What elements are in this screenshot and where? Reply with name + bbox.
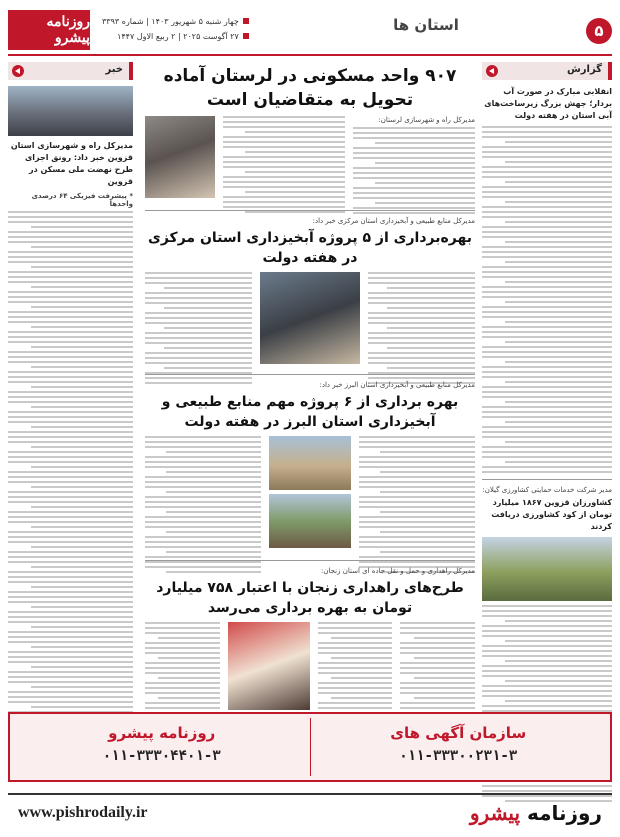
article-body <box>223 116 345 213</box>
ad-newspaper <box>14 718 311 776</box>
news-headline[interactable]: مدیرکل راه و شهرسازی استان قزوین خبر داد: رونق اجرای طرح نهضت ملی مسکن در قزوین <box>10 141 133 186</box>
tag-label: گزارش <box>566 64 602 75</box>
report-body-text <box>482 126 612 473</box>
official-portrait-photo <box>260 272 360 364</box>
page-footer <box>8 793 612 831</box>
tag-label: خبر <box>105 64 123 75</box>
main-column <box>145 62 475 707</box>
ad-title: روزنامه پیشرو <box>108 724 216 742</box>
page-header <box>8 6 612 56</box>
footer-brand <box>464 801 602 825</box>
article-kicker: مدیرکل منابع طبیعی و آبخیزداری استان مرکزی خبر داد: <box>312 217 475 225</box>
article-body <box>145 272 252 384</box>
story-headline[interactable]: کشاورزان قزوین ۱۸۶۷ میلیارد تومان از کود کشاورزی دریافت کردند <box>491 498 612 531</box>
article-title-alborz[interactable]: بهره برداری از ۶ پروژه مهم منابع طبیعی و آبخیزداری استان البرز در هفته دولت <box>161 394 459 430</box>
footer-brand-name: پیشرو <box>469 801 521 825</box>
official-portrait-photo <box>145 116 215 198</box>
ad-phone-number[interactable]: ۰۱۱-۳۳۳۰۴۴۰۱-۳ <box>102 748 221 764</box>
advertising-box <box>8 712 612 782</box>
article-body <box>145 436 261 573</box>
page-number: ۵ <box>586 18 612 44</box>
article-title-markazi[interactable]: بهره‌برداری از ۵ پروژه آبخیزداری استان مرکزی در هفته دولت <box>148 230 472 266</box>
ribbon-cutting-photo <box>228 622 310 710</box>
story-kicker: مدیر شرکت خدمات حمایتی کشاورزی گیلان: <box>482 486 612 494</box>
bullet-icon <box>243 18 249 24</box>
date-line-gregorian: ۲۷ آگوست ۲۰۲۵ | ۲ ربیع الاول ۱۴۴۷ <box>117 32 239 41</box>
watershed-dam-photo <box>269 436 351 490</box>
bullet-icon <box>243 33 249 39</box>
newspaper-logo: روزنامه پیشرو <box>8 10 90 50</box>
section-tag-report <box>482 62 612 80</box>
section-tag-news <box>8 62 133 80</box>
article-title-lorestan[interactable]: ۹۰۷ واحد مسکونی در لرستان آماده تحویل به متقاضیان است <box>163 66 457 110</box>
article-body <box>353 127 475 214</box>
ad-title: سازمان آگهی های <box>390 724 527 742</box>
arrow-icon <box>486 65 498 77</box>
date-line-persian: چهار شنبه ۵ شهریور ۱۴۰۳ | شماره ۳۳۹۳ <box>102 17 239 26</box>
article-body <box>359 436 475 573</box>
issue-date <box>102 14 249 44</box>
divider <box>482 479 612 480</box>
watershed-project-photo <box>269 494 351 548</box>
news-body-text <box>8 211 133 758</box>
construction-visit-photo <box>8 86 133 136</box>
ad-department <box>311 718 607 776</box>
farmers-photo <box>482 537 612 601</box>
section-title: استان ها <box>393 16 459 34</box>
article-body <box>368 272 475 384</box>
arrow-icon <box>12 65 24 77</box>
report-headline[interactable]: انقلابی مبارک در صورت آب بردار؛ جهش بزرگ زیرساخت‌های آبی استان در هفته دولت <box>484 87 612 120</box>
article-kicker: مدیرکل منابع طبیعی و آبخیزداری استان البرز خبر داد: <box>319 381 475 389</box>
news-column <box>8 62 133 707</box>
footer-brand-word: روزنامه <box>527 801 602 825</box>
article-kicker: مدیرکل راهداری و حمل و نقل جاده ای استان زنجان: <box>321 567 475 575</box>
news-subline: * پیشرفت فیزیکی ۶۴ درصدی واحدها <box>31 192 133 208</box>
article-title-zanjan[interactable]: طرح‌های راهداری زنجان با اعتبار ۷۵۸ میلیارد تومان به بهره برداری می‌رسد <box>156 580 464 616</box>
ad-phone-number[interactable]: ۰۱۱-۳۳۳۰۰۲۳۱-۳ <box>399 748 518 764</box>
article-kicker: مدیرکل راه و شهرسازی لرستان: <box>378 116 475 124</box>
report-column <box>482 62 612 707</box>
website-link[interactable]: www.pishrodaily.ir <box>18 804 148 821</box>
